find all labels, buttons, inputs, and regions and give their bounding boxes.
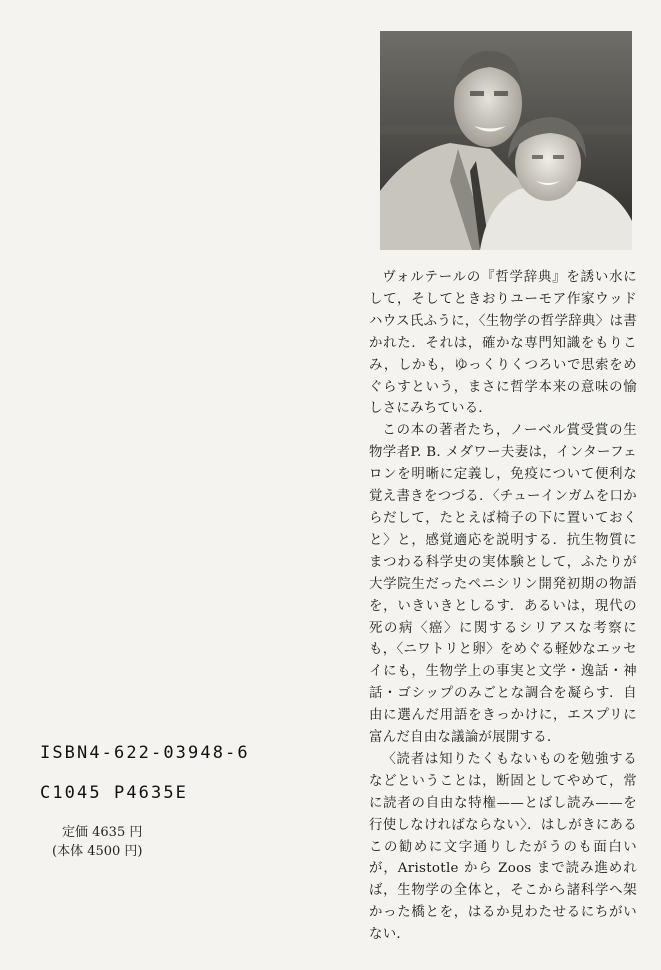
portrait-photo-icon	[380, 31, 632, 250]
blurb-text	[369, 267, 637, 946]
author-portrait-photo	[380, 31, 632, 250]
price-label: 定価 4635 円	[62, 825, 143, 840]
blurb-paragraph-1: ヴォルテールの『哲学辞典』を誘い水にして，そしてときおりユーモア作家ウッドハウス氏ふうに，〈生物学の哲学辞典〉は書かれた．それは，確かな専門知識をもりこみ，しかも，ゆっくりくつろいで思索をめぐらすという，まさに哲学本来の意味の愉しさにみちている．	[369, 270, 637, 417]
price-note: (本体 4500 円)	[52, 844, 143, 859]
blurb-paragraph-3: 〈読者は知りたくもないものを勉強するなどということは，断固としてやめて，常に読者の自由な特権——とばし読み——を行使しなければならない〉．はしがきにあるこの勧めに文字通りしたがうのも面白いが，Aristotle から Zoos まで読み進めれば，生物学の全体と，そこから諸科学へ架かった橋とを，はるか見わたせるにちがいない．	[369, 751, 637, 943]
classification-code: C1045 P4635E	[40, 783, 189, 803]
blurb-paragraph-2: この本の著者たち，ノーベル賞受賞の生物学者P. B. メダワー夫妻は，インターフェロンを明晰に定義し，免疫について便利な覚え書きをつづる．〈チューインガムを口からだして，たとえば椅子の下に置いておくと〉と，感覚適応を説明する．抗生物質にまつわる科学史の実体験として，ふたりが大学院生だったペニシリン開発初期の物語を，いきいきとしるす．あるいは，現代の死の病〈癌〉に関するシリアスな考察にも，〈ニワトリと卵〉をめぐる軽妙なエッセイにも，生物学上の事実と文学・逸話・神話・ゴシップのみごとな調合を凝らす．自由に選んだ用語をきっかけに，エスプリに富んだ自由な議論が展開する．	[369, 423, 637, 746]
isbn-code: ISBN4-622-03948-6	[40, 743, 250, 763]
